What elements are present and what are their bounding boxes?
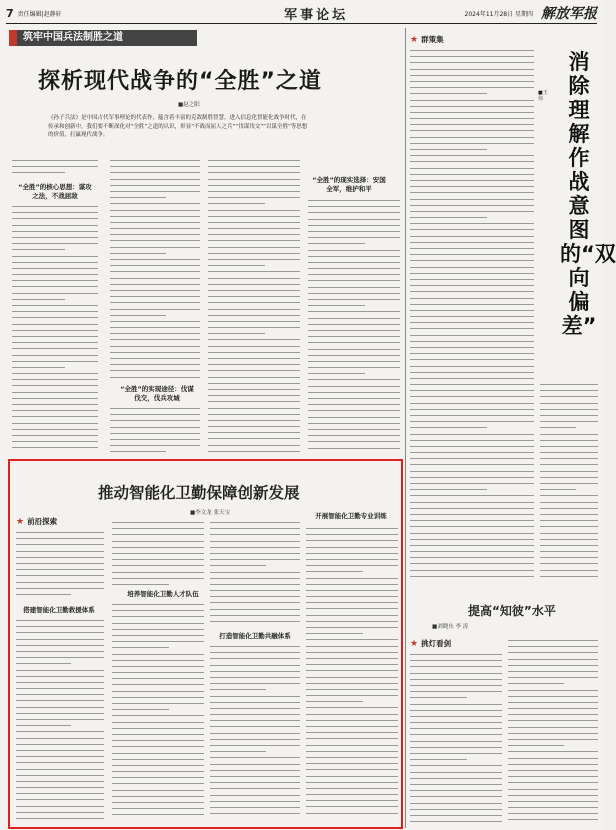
page-number: 7 (6, 6, 14, 20)
header-rule (6, 23, 597, 24)
second-right-body-col2 (508, 640, 598, 826)
star-icon: ★ (16, 516, 25, 527)
feature-body-col4 (306, 528, 398, 824)
featured-article-title: 推动智能化卫勤保障创新发展 (98, 484, 300, 502)
feature-subhead-1: 搭建智能化卫勤救援体系 (23, 606, 95, 614)
feature-body-col3b (210, 646, 300, 824)
feature-subhead-4: 开展智能化卫勤专业训练 (315, 512, 387, 520)
feature-body-col1b (16, 620, 104, 824)
feature-body-col2a (112, 522, 204, 588)
feature-subhead-2: 培养智能化卫勤人才队伍 (127, 590, 199, 598)
second-right-body-col1 (410, 654, 502, 826)
right-article-title: 消除理解作战意图的“双向偏差” (560, 50, 616, 338)
right-column-label (410, 34, 444, 45)
feature-body-col2b (112, 604, 204, 824)
lead-body-col3 (208, 160, 300, 454)
lead-body-col1 (12, 206, 98, 452)
page-header (6, 4, 597, 22)
second-right-column-label (410, 638, 451, 649)
column-divider (405, 28, 406, 828)
right-body-col2 (540, 384, 598, 584)
featured-column-label (16, 516, 57, 527)
lead-body-col1a (12, 160, 98, 180)
feature-body-col1a (16, 532, 104, 602)
lead-body-col2b (110, 408, 200, 454)
lead-subhead-2: “全胜”的实现途径：伐谋伐交，伐兵攻城 (120, 385, 194, 402)
featured-article-byline: ■李文龙 张天宝 (190, 510, 230, 516)
lead-body-col2 (110, 160, 200, 380)
featured-column-label-text: 前沿探索 (27, 517, 58, 526)
lead-subhead-1: “全胜”的核心思想：谋攻之法，不战屈敌 (18, 183, 92, 200)
second-right-byline: ■刘晓东 李 涛 (432, 624, 469, 630)
second-right-column-label-text: 挑灯看剑 (421, 639, 452, 648)
section-title: 军事论坛 (284, 7, 349, 23)
lead-article-byline: ■赵之阳 (178, 102, 200, 108)
lead-body-col4 (308, 200, 400, 454)
feature-subhead-3: 打造智能化卫勤共融体系 (219, 632, 291, 640)
lead-article-title: 探析现代战争的“全胜”之道 (38, 69, 322, 94)
lead-subhead-3: “全胜”的现实选择：安国全军，维护和平 (312, 176, 386, 193)
column-banner: 筑牢中国兵法制胜之道 (9, 30, 197, 46)
feature-body-col3a (210, 522, 300, 628)
lead-article-abstract: 《孙子兵法》是中国古代军事理论的代表作，蕴含着丰富的克敌制胜智慧。进入信息化智能化战争时代，在传承和创新中，我们要不断深化对“全胜”之道的认识，彰显“不战而屈人之兵”“伐谋伐交”“以谋全胜”等思想的价值，打赢现代战争。 (48, 115, 308, 138)
right-body-col1b (410, 384, 534, 584)
masthead-logo: 解放军报 (541, 6, 597, 22)
star-icon: ★ (410, 638, 419, 649)
right-article-byline: ■王伟 (538, 90, 548, 102)
second-right-title: 提高“知彼”水平 (468, 604, 556, 618)
right-column-label-text: 群策集 (421, 35, 444, 44)
star-icon: ★ (410, 34, 419, 45)
right-body-col1 (410, 50, 534, 380)
issue-date: 2024年11月28日 星期四 (464, 10, 533, 18)
editor-line: 责任编辑|赵静轩 (17, 10, 62, 18)
